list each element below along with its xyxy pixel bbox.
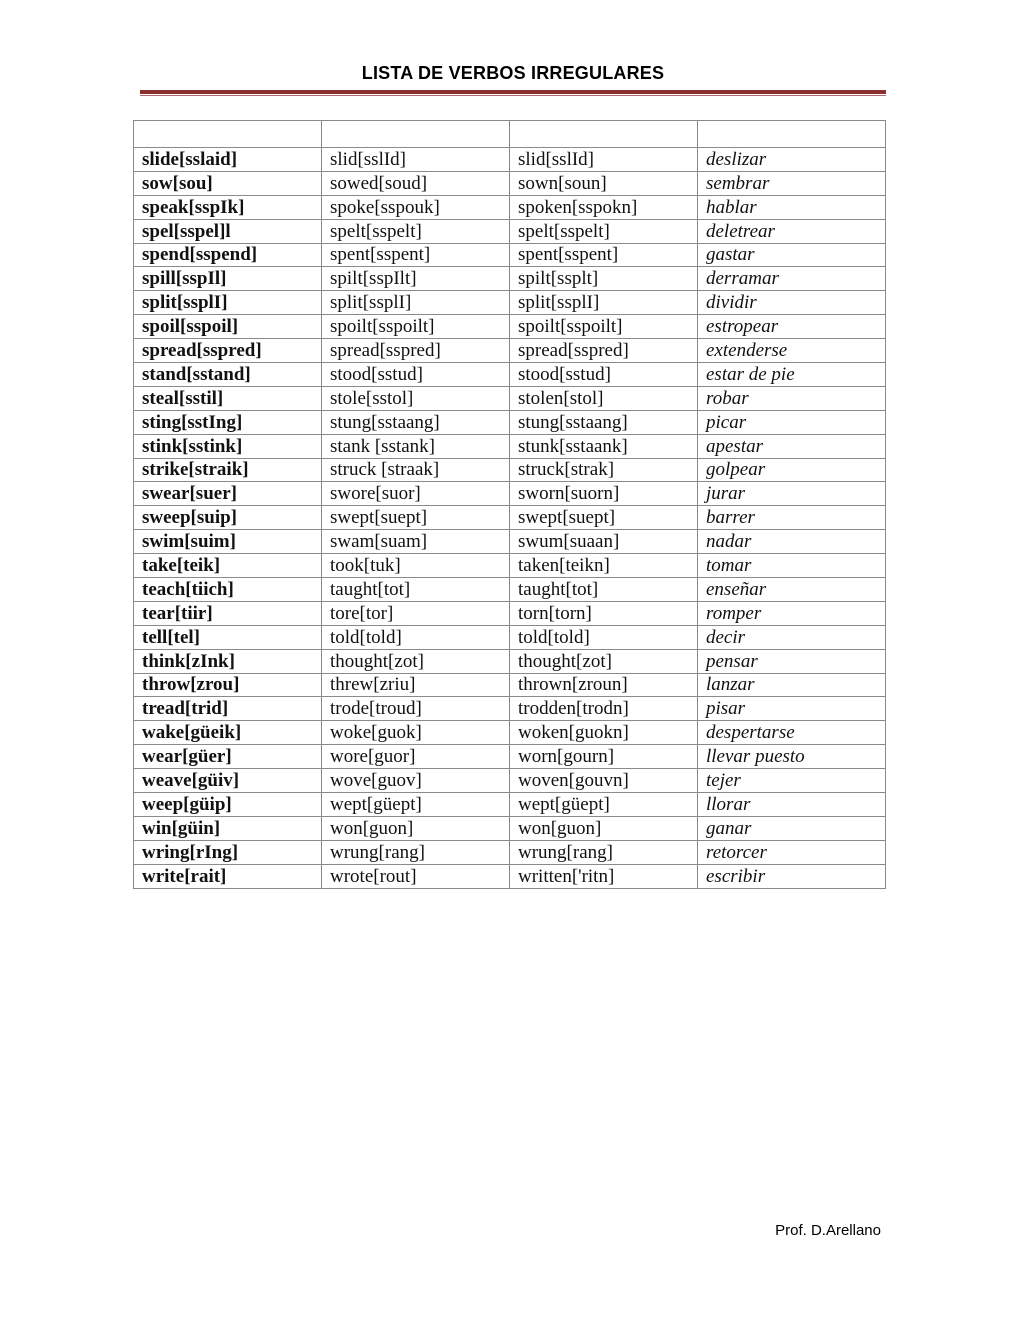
verb-past-simple: spread[sspred] <box>322 339 510 363</box>
table-row <box>134 506 886 530</box>
verb-past-simple: taught[tot] <box>322 578 510 602</box>
verb-past-simple: wept[güept] <box>322 793 510 817</box>
footer-author: Prof. D.Arellano <box>775 1222 881 1239</box>
verb-past-simple: wore[guor] <box>322 745 510 769</box>
table-row <box>134 721 886 745</box>
verb-past-participle: slid[sslId] <box>510 148 698 172</box>
verb-past-participle: spoken[sspokn] <box>510 195 698 219</box>
verb-past-simple: stood[sstud] <box>322 363 510 387</box>
verb-past-participle: spent[sspent] <box>510 243 698 267</box>
verb-past-simple: spoke[sspouk] <box>322 195 510 219</box>
table-row <box>134 578 886 602</box>
table-row <box>134 267 886 291</box>
verb-past-participle: told[told] <box>510 625 698 649</box>
table-row <box>134 195 886 219</box>
verb-infinitive: spill[sspIl] <box>134 267 322 291</box>
table-row <box>134 386 886 410</box>
verb-translation: nadar <box>698 530 886 554</box>
table-row <box>134 458 886 482</box>
verb-past-participle: worn[gourn] <box>510 745 698 769</box>
verb-past-participle: spilt[ssplt] <box>510 267 698 291</box>
verb-past-participle: spread[sspred] <box>510 339 698 363</box>
verb-translation: derramar <box>698 267 886 291</box>
verb-infinitive: slide[sslaid] <box>134 148 322 172</box>
verb-infinitive: wring[rIng] <box>134 840 322 864</box>
verb-past-simple: took[tuk] <box>322 554 510 578</box>
table-row <box>134 339 886 363</box>
verb-translation: ganar <box>698 816 886 840</box>
verb-infinitive: spend[sspend] <box>134 243 322 267</box>
verb-past-participle: stung[sstaang] <box>510 410 698 434</box>
table-row <box>134 530 886 554</box>
verb-translation: barrer <box>698 506 886 530</box>
header-cell <box>510 121 698 148</box>
table-row <box>134 840 886 864</box>
table-row <box>134 697 886 721</box>
verb-translation: gastar <box>698 243 886 267</box>
table-row <box>134 434 886 458</box>
verb-infinitive: win[güin] <box>134 816 322 840</box>
verb-past-participle: spoilt[sspoilt] <box>510 315 698 339</box>
table-row <box>134 148 886 172</box>
verb-translation: estropear <box>698 315 886 339</box>
verb-past-simple: spelt[sspelt] <box>322 219 510 243</box>
verb-infinitive: tear[tiir] <box>134 601 322 625</box>
verb-past-simple: split[ssplI] <box>322 291 510 315</box>
table-row <box>134 673 886 697</box>
verb-past-simple: swam[suam] <box>322 530 510 554</box>
table-row <box>134 554 886 578</box>
table-row <box>134 601 886 625</box>
verb-past-simple: woke[guok] <box>322 721 510 745</box>
verb-past-participle: taken[teikn] <box>510 554 698 578</box>
verb-infinitive: speak[sspIk] <box>134 195 322 219</box>
verb-infinitive: take[teik] <box>134 554 322 578</box>
verb-past-participle: woven[gouvn] <box>510 769 698 793</box>
verb-translation: estar de pie <box>698 363 886 387</box>
verb-infinitive: swim[suim] <box>134 530 322 554</box>
verb-infinitive: weave[güiv] <box>134 769 322 793</box>
verb-translation: extenderse <box>698 339 886 363</box>
table-row <box>134 482 886 506</box>
verb-past-simple: sowed[soud] <box>322 171 510 195</box>
verb-translation: dividir <box>698 291 886 315</box>
verb-infinitive: split[ssplI] <box>134 291 322 315</box>
verb-infinitive: sting[sstIng] <box>134 410 322 434</box>
table-row <box>134 816 886 840</box>
verb-past-simple: spilt[sspIlt] <box>322 267 510 291</box>
verb-translation: pensar <box>698 649 886 673</box>
verb-translation: tomar <box>698 554 886 578</box>
header-divider-thin <box>140 95 886 96</box>
verb-infinitive: teach[tiich] <box>134 578 322 602</box>
page-title: LISTA DE VERBOS IRREGULARES <box>361 63 665 83</box>
verb-translation: hablar <box>698 195 886 219</box>
verb-past-participle: stunk[sstaank] <box>510 434 698 458</box>
table-row <box>134 171 886 195</box>
verb-past-participle: taught[tot] <box>510 578 698 602</box>
verb-translation: jurar <box>698 482 886 506</box>
table-row <box>134 745 886 769</box>
verb-translation: llevar puesto <box>698 745 886 769</box>
verb-infinitive: weep[güip] <box>134 793 322 817</box>
verb-past-simple: wrung[rang] <box>322 840 510 864</box>
verb-infinitive: swear[suer] <box>134 482 322 506</box>
verb-past-simple: stung[sstaang] <box>322 410 510 434</box>
verb-past-participle: thought[zot] <box>510 649 698 673</box>
table-row <box>134 219 886 243</box>
verb-infinitive: wake[güeik] <box>134 721 322 745</box>
verb-past-participle: won[guon] <box>510 816 698 840</box>
table-row <box>134 315 886 339</box>
verb-infinitive: stink[sstink] <box>134 434 322 458</box>
table-row <box>134 649 886 673</box>
verb-past-participle: woken[guokn] <box>510 721 698 745</box>
verb-translation: tejer <box>698 769 886 793</box>
table-row <box>134 864 886 888</box>
verb-infinitive: strike[straik] <box>134 458 322 482</box>
verb-past-participle: trodden[trodn] <box>510 697 698 721</box>
table-header-row <box>134 121 886 148</box>
verb-past-simple: swore[suor] <box>322 482 510 506</box>
verb-past-participle: struck[strak] <box>510 458 698 482</box>
verb-past-simple: struck [straak] <box>322 458 510 482</box>
verb-infinitive: throw[zrou] <box>134 673 322 697</box>
table-row <box>134 410 886 434</box>
verb-infinitive: tread[trid] <box>134 697 322 721</box>
verb-translation: romper <box>698 601 886 625</box>
verb-infinitive: steal[sstil] <box>134 386 322 410</box>
verb-past-participle: written['ritn] <box>510 864 698 888</box>
verb-infinitive: stand[sstand] <box>134 363 322 387</box>
verb-translation: pisar <box>698 697 886 721</box>
table-row <box>134 243 886 267</box>
header-cell <box>322 121 510 148</box>
verb-past-simple: wrote[rout] <box>322 864 510 888</box>
verb-past-simple: spoilt[sspoilt] <box>322 315 510 339</box>
table-row <box>134 363 886 387</box>
verb-past-participle: swept[suept] <box>510 506 698 530</box>
verb-past-simple: trode[troud] <box>322 697 510 721</box>
verb-past-simple: stank [sstank] <box>322 434 510 458</box>
verb-infinitive: wear[güer] <box>134 745 322 769</box>
table-row <box>134 769 886 793</box>
verb-past-participle: stood[sstud] <box>510 363 698 387</box>
verb-past-simple: threw[zriu] <box>322 673 510 697</box>
verb-translation: llorar <box>698 793 886 817</box>
verb-translation: decir <box>698 625 886 649</box>
verb-past-simple: tore[tor] <box>322 601 510 625</box>
verb-infinitive: sweep[suip] <box>134 506 322 530</box>
verb-translation: despertarse <box>698 721 886 745</box>
verb-infinitive: think[zInk] <box>134 649 322 673</box>
verb-past-participle: torn[torn] <box>510 601 698 625</box>
verb-past-participle: swum[suaan] <box>510 530 698 554</box>
verb-past-simple: thought[zot] <box>322 649 510 673</box>
verb-infinitive: spoil[sspoil] <box>134 315 322 339</box>
verb-translation: retorcer <box>698 840 886 864</box>
verb-infinitive: spel[sspel]l <box>134 219 322 243</box>
verb-past-simple: wove[guov] <box>322 769 510 793</box>
table-row <box>134 625 886 649</box>
verb-past-participle: wrung[rang] <box>510 840 698 864</box>
header-divider <box>140 90 886 94</box>
verb-past-simple: won[guon] <box>322 816 510 840</box>
verb-past-participle: thrown[zroun] <box>510 673 698 697</box>
verb-past-participle: spelt[sspelt] <box>510 219 698 243</box>
table-row <box>134 291 886 315</box>
verb-past-simple: told[told] <box>322 625 510 649</box>
verb-past-simple: stole[sstol] <box>322 386 510 410</box>
verb-translation: robar <box>698 386 886 410</box>
verb-past-participle: sown[soun] <box>510 171 698 195</box>
verb-past-participle: split[ssplI] <box>510 291 698 315</box>
verb-infinitive: sow[sou] <box>134 171 322 195</box>
verb-past-simple: spent[sspent] <box>322 243 510 267</box>
verb-translation: apestar <box>698 434 886 458</box>
verb-translation: golpear <box>698 458 886 482</box>
verb-translation: picar <box>698 410 886 434</box>
verb-translation: sembrar <box>698 171 886 195</box>
verb-past-participle: stolen[stol] <box>510 386 698 410</box>
header-cell <box>698 121 886 148</box>
header-cell <box>134 121 322 148</box>
table-row <box>134 793 886 817</box>
verb-translation: deletrear <box>698 219 886 243</box>
irregular-verbs-table <box>133 120 886 889</box>
verb-infinitive: tell[tel] <box>134 625 322 649</box>
verb-past-simple: swept[suept] <box>322 506 510 530</box>
verb-translation: lanzar <box>698 673 886 697</box>
verb-past-participle: sworn[suorn] <box>510 482 698 506</box>
verb-translation: enseñar <box>698 578 886 602</box>
verb-translation: deslizar <box>698 148 886 172</box>
verb-translation: escribir <box>698 864 886 888</box>
verb-infinitive: write[rait] <box>134 864 322 888</box>
verb-infinitive: spread[sspred] <box>134 339 322 363</box>
verb-past-participle: wept[güept] <box>510 793 698 817</box>
verb-past-simple: slid[sslId] <box>322 148 510 172</box>
